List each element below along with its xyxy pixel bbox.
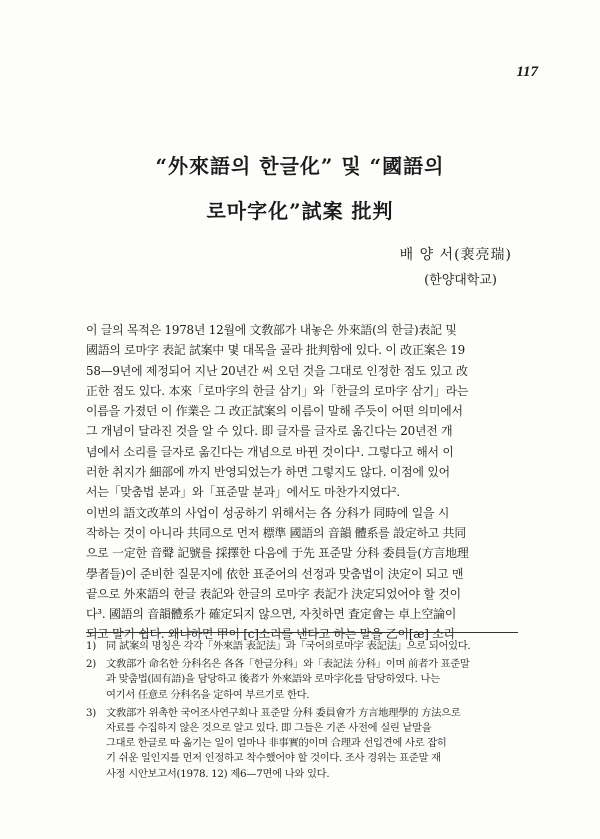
body-line: 이 글의 목적은 1978년 12월에 文敎部가 내놓은 外來語(의 한글)表記 및 <box>86 323 457 337</box>
footnote <box>86 706 518 782</box>
footnote-line: 자료를 수집하지 않은 것으로 알고 있다. 即 그들은 기존 사전에 실린 낱말을 <box>106 721 432 734</box>
footnote-line: 기 쉬운 일인지를 먼저 인정하고 착수했어야 할 것이다. 조사 경위는 표준말 재 <box>106 752 441 765</box>
author-affiliation: (한양대학교) <box>424 273 497 288</box>
footnote-number: 1) <box>86 640 96 652</box>
body-line: 國語의 로마字 表記 試案中 몇 대목을 골라 批判함에 있다. 이 改正案은 19 <box>86 343 465 358</box>
footnote-line: 同 試案의 명칭은 각각「外來語 表記法」과「국어의로마字 表記法」으로 되어있다. <box>106 640 471 652</box>
footnote-number: 3) <box>86 706 96 719</box>
footnote-line: 여기서 任意로 分科名을 定하여 부르기로 한다. <box>106 688 310 701</box>
footnotes <box>86 639 518 785</box>
body-line: 58—9년에 제정되어 지난 20년간 써 오던 것을 그대로 인정한 점도 있고 改 <box>86 363 468 378</box>
footnote-number: 2) <box>86 658 96 671</box>
title-line-2: 로마字化”試案 批判 <box>206 199 394 223</box>
body-line: 작하는 것이 아니라 共同으로 먼저 標準 國語의 音韻 體系를 設定하고 共同 <box>86 525 467 540</box>
footnote-line: 과 맞춤법(固有語)을 담당하고 後者가 外來語와 로마字化를 담당하였다. 나는 <box>106 673 440 686</box>
body-line: 서는「맞춤법 분과」와「표준말 분과」에서도 마찬가지였다². <box>86 485 400 500</box>
body-line: 념에서 소리를 글자로 옮긴다는 개념으로 바뀐 것이다¹. 그렇다고 해서 이 <box>86 444 454 459</box>
footnote-line: 文敎部가 命名한 分科名은 各各「한글分科」와「表記法 分科」이며 前者가 표준말 <box>106 658 470 671</box>
body-line: 그 개념이 달라진 것을 알 수 있다. 即 글자를 글자로 옮긴다는 20년전 개 <box>86 424 453 439</box>
body-line: 이름을 가졌던 이 作業은 그 改正試案의 이름이 말해 주듯이 어떤 의미에서 <box>86 404 463 419</box>
body-text <box>86 320 518 645</box>
footnote-divider <box>86 632 518 633</box>
body-line: 끝으로 外來語의 한글 表記와 한글의 로마字 表記가 決定되었어야 할 것이 <box>86 586 461 601</box>
body-line: 이번의 語文改革의 사업이 성공하기 위해서는 各 分科가 同時에 일을 시 <box>86 505 450 520</box>
page-number: 117 <box>516 64 538 80</box>
footnote <box>86 639 518 654</box>
body-line: 되고 말기 쉽다. 왜냐하면 甲이 [c]소리를 낸다고 하는 말을 乙이[æ] 소리 <box>86 627 455 642</box>
footnote-line: 文敎部가 위촉한 국어조사연구회나 표준말 分科 委員會가 方言地理學的 方法으로 <box>106 706 461 719</box>
body-line: 다³. 國語의 音韻體系가 確定되지 않으면, 자칫하면 査定會는 卓上空論이 <box>86 607 457 622</box>
footnote-line: 사정 시안보고서(1978. 12) 제6—7면에 나와 있다. <box>106 767 330 780</box>
body-line: 으로 一定한 音聲 記號를 採擇한 다음에 于先 표준말 分科 委員들(方言地理 <box>86 546 469 561</box>
footnote-line: 그대로 한글로 따 옮기는 일이 얼마나 非事實的이며 合理과 선입견에 사로 잡히 <box>106 737 447 750</box>
footnote <box>86 657 518 703</box>
author-name: 배 양 서(裵亮瑞) <box>399 247 512 263</box>
title-line-1: “外來語의 한글化” 및 “國語의 <box>155 154 445 178</box>
body-line: 學者들)이 준비한 질문지에 依한 표준어의 선정과 맞춤법이 決定이 되고 맨 <box>86 566 464 581</box>
body-line: 러한 취지가 細部에 까지 반영되었는가 하면 그렇지도 않다. 이점에 있어 <box>86 465 450 480</box>
body-line: 正한 점도 있다. 本來「로마字의 한글 삼기」와「한글의 로마字 삼기」라는 <box>86 383 469 398</box>
